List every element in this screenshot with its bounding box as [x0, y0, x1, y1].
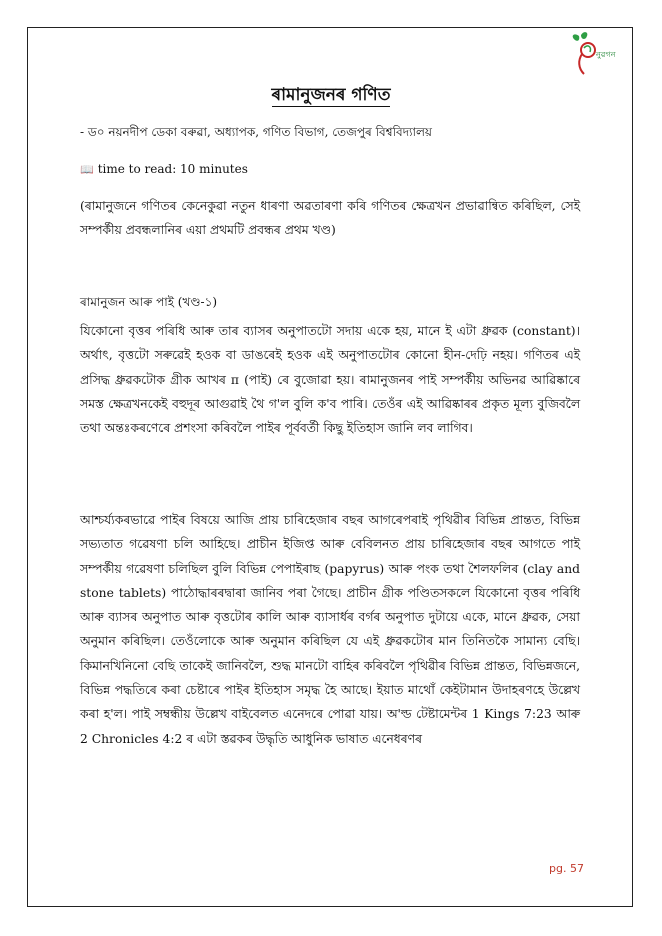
body-paragraph: যিকোনো বৃত্তৰ পৰিধি আৰু তাৰ ব্যাসৰ অনুপাতটো সদায় একে হয়, মানে ই এটা ধ্ৰুৱক (constant)। অৰ্থাৎ, বৃত্তটো সৰুৱেই হওক বা ডাঙৰেই হওক এই অনুপাতটোৰ কোনো হীন-দেঢ়ি নহয়। গণিতৰ এই প্ৰসিদ্ধ ধ্ৰুৱকটোক গ্ৰীক আখৰ π (পাই) ৰে বুজোৱা হয়। ৰামানুজনৰ পাই সম্পৰ্কীয় অভিনৱ আৱিষ্কাৰে সমস্ত ক্ষেত্ৰখনকেই বহুদূৰ আগুৱাই থৈ গ'ল বুলি ক'ব পাৰি। তেওঁৰ এই আৱিষ্কাৰৰ প্ৰকৃত মূল্য বুজিবলৈ তথা অন্তঃকৰণেৰে প্ৰশংসা কৰিবলৈ পাইৰ পূৰ্ববৰ্তী কিছু ইতিহাস জানি লব লাগিব। — [80, 324, 580, 436]
article-title-text: ৰামানুজনৰ গণিত — [271, 85, 391, 105]
body-paragraph: আশ্চৰ্য্যকৰভাৱে পাইৰ বিষয়ে আজি প্ৰায় চাৰিহেজাৰ বছৰ আগৰেপৰাই পৃথিৱীৰ বিভিন্ন প্ৰান্তত, বিভিন্ন সভ্যতাত গৱেষণা চলি আহিছে। প্ৰাচীন ইজিপ্ত আৰু বেবিলনত প্ৰায় চাৰিহেজাৰ বছৰ আগতে পাই সম্পৰ্কীয় গৱেষণা চলিছিল বুলি বিভিন্ন পেপাইৰাছ (papyrus) আৰু পংক তথা শৈলফলিৰ (clay and stone tablets) পাঠোদ্ধাৰৰদ্বাৰা জানিব পৰা গৈছে। প্ৰাচীন গ্ৰীক পণ্ডিতসকলে যিকোনো বৃত্তৰ পৰিধি আৰু ব্যাসৰ অনুপাত আৰু বৃত্তটোৰ কালি আৰু ব্যাসাৰ্ধৰ বৰ্গৰ অনুপাত দুটায়ে একে, মানে ধ্ৰুৱক, সেয়া অনুমান কৰিছিল। তেওঁলোকে আৰু অনুমান কৰিছিল যে এই ধ্ৰুৱকটোৰ মান তিনিতকৈ সামান্য বেছি। কিমানখিনিনো বেছি তাকেই জানিবলৈ, শুদ্ধ মানটো বাহিৰ কৰিবলৈ পৃথিৱীৰ বিভিন্ন প্ৰান্তত, বিভিন্নজনে, বিভিন্ন পদ্ধতিৰে কৰা চেষ্টাৰে পাইৰ ইতিহাস সমৃদ্ধ হৈ আছে। ইয়াত মাথোঁ কেইটামান উদাহৰণহে উল্লেখ কৰা হ'ল। পাই সম্বন্ধীয় উল্লেখ বাইবেলত এনেদৰে পোৱা যায়। অ'ল্ড টেষ্টামেন্টৰ 1 Kings 7:23 আৰু 2 Chronicles 4:2 ৰ এটা স্তৱকৰ উদ্ধৃতি আধুনিক ভাষাত এনেধৰণৰ — [80, 513, 580, 746]
read-time-text: time to read: 10 minutes — [97, 162, 248, 176]
logo-text: নুৱগন — [596, 50, 616, 59]
article-title — [0, 82, 662, 110]
page-number: pg. 57 — [549, 862, 584, 875]
author-line: - ড০ নয়নদীপ ডেকা বৰুৱা, অধ্যাপক, গণিত বিভাগ, তেজপুৰ বিশ্ববিদ্যালয় — [80, 125, 432, 139]
book-icon: 📖 — [80, 163, 94, 176]
page-border — [27, 27, 633, 907]
article-intro: (ৰামানুজনে গণিতৰ কেনেকুৱা নতুন ধাৰণা অৱতাৰণা কৰি গণিতৰ ক্ষেত্ৰখন প্ৰভাৱান্বিত কৰিছিল, সেই সম্পৰ্কীয় প্ৰবন্ধলানিৰ এয়া প্ৰথমটি প্ৰবন্ধৰ প্ৰথম খণ্ড) — [80, 199, 580, 237]
publication-logo — [570, 30, 626, 78]
section-heading: ৰামানুজন আৰু পাই (খণ্ড-১) — [80, 295, 218, 309]
read-time-line — [80, 162, 248, 176]
